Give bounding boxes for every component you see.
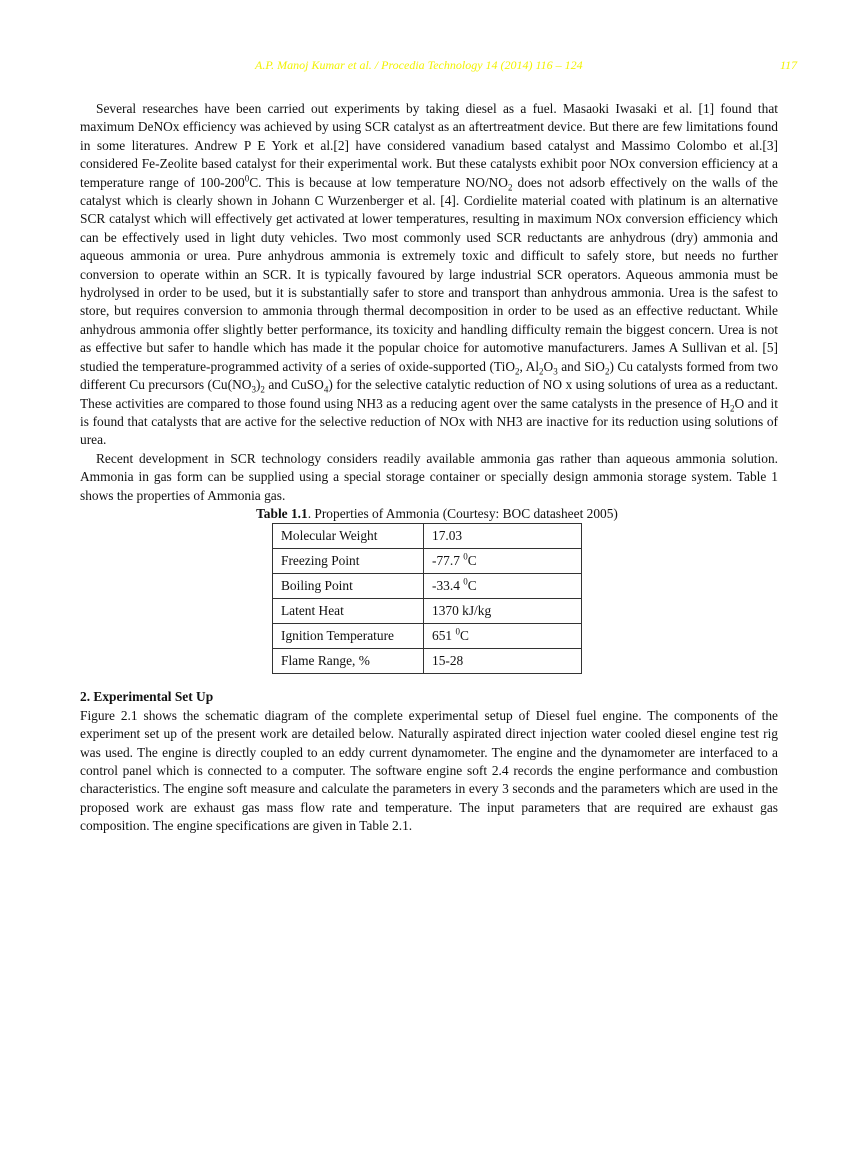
property-value: 651 $^0$C	[424, 624, 582, 649]
section-heading: 2. Experimental Set Up	[80, 689, 214, 705]
ammonia-properties-table	[272, 523, 582, 674]
supscript: 0	[455, 626, 460, 637]
table-row	[273, 524, 582, 549]
header-citation: A.P. Manoj Kumar et al. / Procedia Technology 14 (2014) 116 – 124	[255, 58, 583, 72]
supscript: 0	[463, 576, 468, 587]
property-name: Freezing Point	[273, 549, 424, 574]
subscript: 2	[729, 403, 735, 414]
page-number: 117	[780, 58, 798, 72]
body-text	[80, 100, 778, 836]
subscript: 2	[260, 384, 265, 395]
subscript: 2	[539, 366, 544, 377]
table-caption-text: . Properties of Ammonia (Courtesy: BOC datasheet 2005)	[307, 505, 618, 521]
property-name: Latent Heat	[273, 599, 424, 624]
table-row	[273, 624, 582, 649]
property-value: -77.7 $^0$C	[424, 549, 582, 574]
table-row	[273, 549, 582, 574]
subscript: 4	[323, 384, 329, 395]
subscript: 2	[515, 366, 520, 377]
subscript: 2	[507, 182, 513, 193]
subscript: 3	[251, 384, 256, 395]
subscript: 2	[604, 366, 610, 377]
table-row	[273, 649, 582, 674]
table-row	[273, 599, 582, 624]
property-value: 1370 kJ/kg	[424, 599, 582, 624]
section-paragraph: Figure 2.1 shows the schematic diagram of the complete experimental setup of Diesel fuel engine. The components of the experiment set up of the present work are detailed below. Naturally aspirated direct injection water cooled diesel engine test rig was used. The engine is directly coupled to an eddy current dynamometer. The engine and the dynamometer are interfaced to a control panel which is connected to a computer. The software engine soft 2.4 records the engine performance and combustion characteristics. The engine soft measure and calculate the parameters in every 3 seconds and the parameters which are used in the proposed work are exhaust gas mass flow rate and temperature. The input parameters that are required are exhaust gas composition. The engine specifications are given in Table 2.1.	[80, 707, 778, 834]
paragraph: Recent development in SCR technology considers readily available ammonia gas rather than aqueous ammonia solution. Ammonia in gas form can be supplied using a special storage container or specially design ammonia storage system. Table 1 shows the properties of Ammonia gas.	[80, 450, 778, 503]
property-name: Boiling Point	[273, 574, 424, 599]
supscript: 0	[463, 551, 468, 562]
paragraph: Several researches have been carried out experiments by taking diesel as a fuel. Masaoki Iwasaki et al. [1] found that maximum DeNOx efficiency was achieved by using SCR catalyst as an aftertreatment device. But there are few limitations found in some literatures. Andrew P E York et al.[2] have considered vanadium based catalyst and Massimo Colombo et al.[3] considered Fe-Zeolite based catalyst for their experimental work. But these catalysts exhibit poor NOx conversion efficiency at a temperature range of $100-200^0C$. This is because at low temperature $NO/NO_2$ does not adsorb effectively on the walls of the catalyst which is clearly shown in Johann C Wurzenberger et al. [4]. Cordielite material coated with platinum is an alternative SCR catalyst which will effectively get activated at lower temperatures, resulting in maximum NOx conversion efficiency which can be effectively used in light duty vehicles. Two most commonly used SCR reductants are anhydrous (dry) ammonia and aqueous ammonia or urea. Pure anhydrous ammonia is extremely toxic and difficult to safely store, but needs no further conversion to operate within an SCR. It is typically favoured by large industrial SCR operators. Aqueous ammonia must be hydrolysed in order to be used, but it is substantially safer to store and transport than anhydrous ammonia. Urea is the safest to store, but requires conversion to ammonia through thermal decomposition in order to be used as an effective reductant. While anhydrous ammonia offer slightly better performance, its toxicity and handling difficulty remain the biggest concern. Urea is not as effective but safer to handle which has made it the popular choice for automotive manufacturers. James A Sullivan et al. [5] studied the temperature-programmed activity of a series of oxide-supported (TiO$_2$, $Al_2O_3$ and SiO$_2$) Cu catalysts formed from two different Cu precursors ($Cu(NO_3)_2$ and CuSO$_4$) for the selective catalytic reduction of NO x using solutions of urea as a reductant. These activities are compared to those found using NH3 as a reducing agent over the same catalysts in the presence of $H_2O$ and it is found that catalysts that are active for the selective reduction of NOx with NH3 are inactive for its reduction using solutions of urea.	[80, 101, 779, 448]
property-name: Flame Range, %	[273, 649, 424, 674]
property-name: Molecular Weight	[273, 524, 424, 549]
supscript: 0	[244, 173, 250, 184]
subscript: 3	[553, 366, 558, 377]
property-value: 17.03	[424, 524, 582, 549]
table-caption-label: Table 1.1	[256, 505, 308, 521]
property-value: 15-28	[424, 649, 582, 674]
property-value: -33.4 $^0$C	[424, 574, 582, 599]
table-row	[273, 574, 582, 599]
property-name: Ignition Temperature	[273, 624, 424, 649]
table-caption	[80, 505, 778, 523]
